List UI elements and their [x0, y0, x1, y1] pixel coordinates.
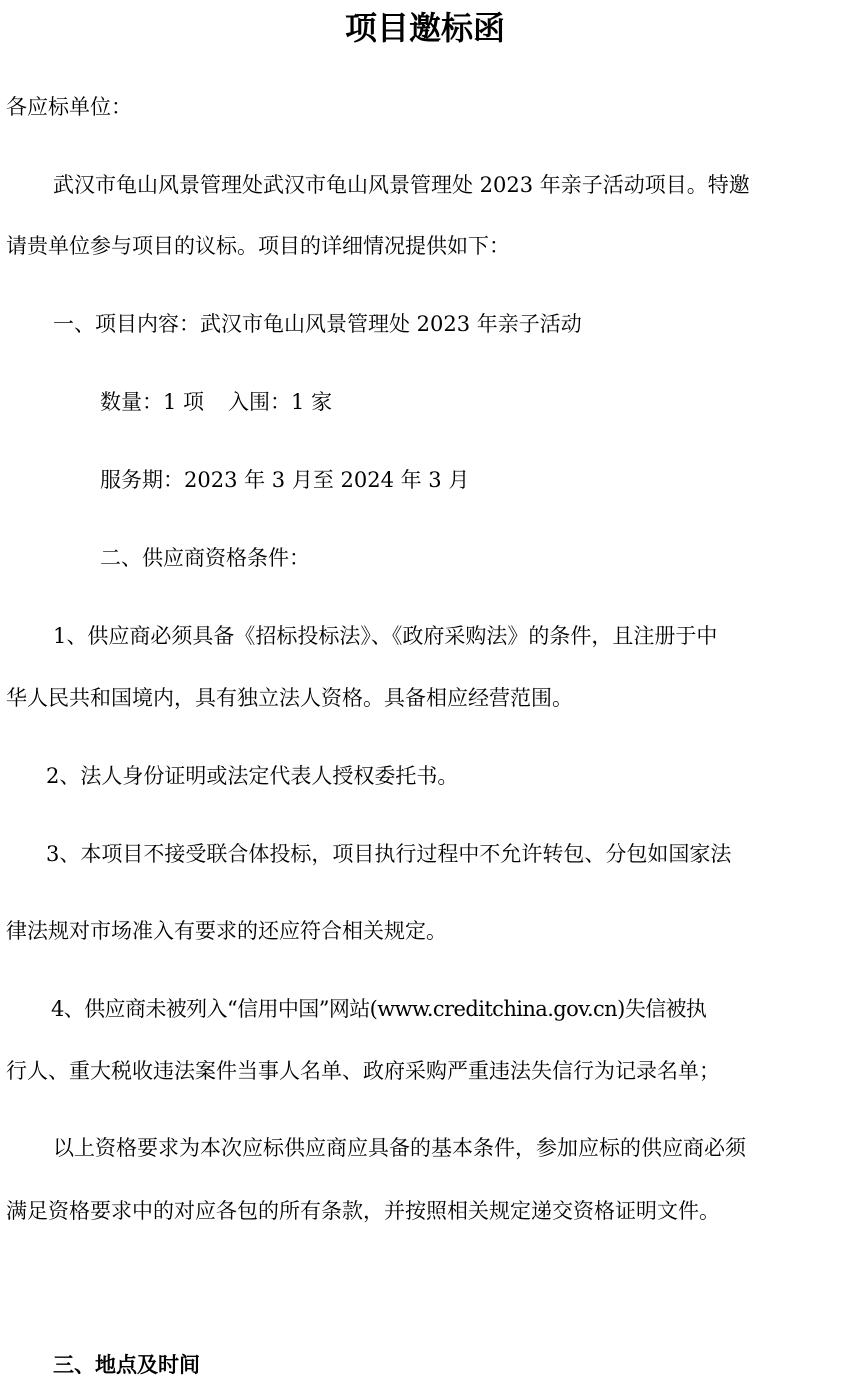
requirement-4-line-1: 4、供应商未被列入“信用中国”网站(www.creditchina.gov.cn)失信被执	[51, 997, 707, 1021]
requirement-3-line-2: 律法规对市场准入有要求的还应符合相关规定。	[6, 919, 447, 943]
quantity-text: 数量：1 项	[100, 390, 205, 414]
section1-heading: 一、项目内容：武汉市龟山风景管理处 2023 年亲子活动	[53, 312, 582, 336]
section3-heading: 三、地点及时间	[53, 1353, 200, 1377]
intro-line-2: 请贵单位参与项目的议标。项目的详细情况提供如下：	[6, 234, 510, 258]
summary-line-2: 满足资格要求中的对应各包的所有条款，并按照相关规定递交资格证明文件。	[6, 1199, 720, 1223]
intro-line-1: 武汉市龟山风景管理处武汉市龟山风景管理处 2023 年亲子活动项目。特邀	[53, 173, 750, 197]
salutation: 各应标单位：	[6, 95, 132, 119]
document-title: 项目邀标函	[344, 9, 505, 47]
requirement-4-line-2: 行人、重大税收违法案件当事人名单、政府采购严重违法失信行为记录名单；	[6, 1059, 720, 1083]
section2-heading: 二、供应商资格条件：	[100, 546, 310, 570]
shortlist-text: 入围：1 家	[228, 390, 333, 414]
requirement-3-line-1: 3、本项目不接受联合体投标，项目执行过程中不允许转包、分包如国家法	[46, 842, 732, 866]
service-period: 服务期：2023 年 3 月至 2024 年 3 月	[100, 468, 470, 492]
summary-line-1: 以上资格要求为本次应标供应商应具备的基本条件，参加应标的供应商必须	[53, 1136, 746, 1160]
quantity-row	[100, 388, 332, 416]
requirement-2: 2、法人身份证明或法定代表人授权委托书。	[46, 764, 459, 788]
requirement-1-line-1: 1、供应商必须具备《招标投标法》、《政府采购法》的条件，且注册于中	[53, 624, 718, 648]
requirement-1-line-2: 华人民共和国境内，具有独立法人资格。具备相应经营范围。	[6, 686, 573, 710]
